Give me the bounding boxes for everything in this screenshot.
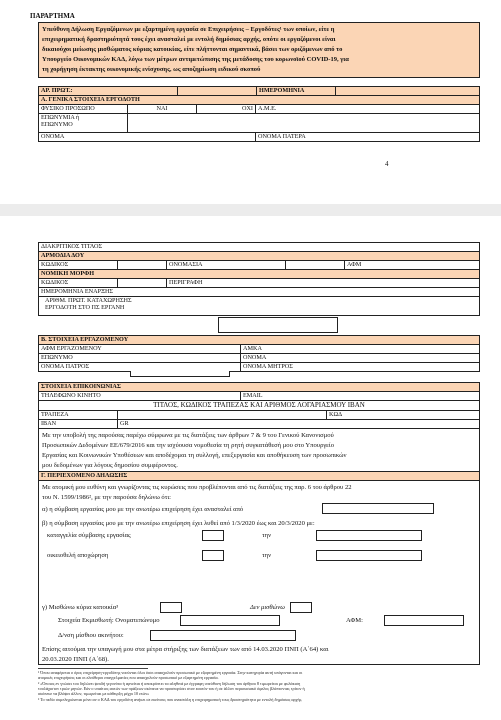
footnote: ² «Όποιος εν γνώσει του δηλώνει ψευδή γεγονότα ή αρνείται ή αποκρύπτει τα αληθινά με έγγραφη υπεύθυνη δήλωση του άρθρου 8 τιμωρείται με φυλάκιση (38, 681, 301, 686)
section-c-header: Γ. ΠΕΡΙΕΧΟΜΕΝΟ ΔΗΛΩΣΗΣ (38, 471, 480, 481)
date-label: ΗΜΕΡΟΜΗΝΙΑ (256, 86, 336, 96)
ar-prot-label: ΑΡ. ΠΡΩΤ.: (38, 86, 178, 96)
consent-line: Με την υποβολή της παρούσας παρέχω σύμφωνα με τις διατάξεις των άρθρων 7 & 9 του Γενικού Κανονισμού (42, 432, 334, 439)
registration-field[interactable] (218, 317, 338, 333)
lessor-afm-label: ΑΦΜ: (346, 617, 364, 624)
item-a-text: α) η σύμβαση εργασίας μου με την ανωτέρω επιχείρηση έχει ανασταλεί από (42, 506, 244, 513)
intro-line: τη χορήγηση έκτακτης οικονομικής ενίσχυσης, ως αποζημίωση ειδικού σκοπού (42, 66, 261, 73)
doy-code-label: ΚΩΔΙΚΟΣ (38, 260, 118, 270)
footnote: ¹ Όπου αναφέρεται ο όρος επιχείρηση-εργοδότης νοούνται όλοι όσοι απασχολούν προσωπικό με εξαρτημένη εργασία. Στην κατηγορία αυτή υπάγονται και οι (38, 670, 303, 675)
lessor-label: Στοιχεία Εκμισθωτή: Ονοματεπώνυμο (58, 617, 160, 624)
not-renting-label: Δεν μισθώνω (250, 604, 285, 611)
doy-afm-label: ΑΦΜ (344, 260, 480, 270)
company-name-line: ΕΠΩΝΥΜΟ (41, 120, 73, 128)
footnote: σκόπευε να βλάψει άλλον, τιμωρείται με κάθειρξη μέχρι 10 ετών» (38, 691, 150, 696)
lessor-afm-field[interactable] (384, 615, 464, 626)
trade-title-label: ΔΙΑΚΡΙΤΙΚΟΣ ΤΙΤΛΟΣ (38, 242, 480, 252)
bank-label: ΤΡΑΠΕΖΑ (38, 410, 118, 420)
consent-line: Εργασίας και Κοινωνικών Υποθέσεων και αποδέχομαι τη συλλογή, επεξεργασία και αποθήκευση των προσωπικών (42, 452, 347, 459)
company-name-line: ΕΠΩΝΥΜΙΑ ή (41, 114, 80, 121)
footnote: ³ Το πεδίο συμπληρώνεται μόνο αν ο ΚΑΔ του εργοδότη ανήκει σε εκείνους που αναστάλη η επιχειρηματική τους δραστηριότητα με εντολή δημόσιας αρχής. (38, 697, 303, 702)
intro-line: Υπουργείο Οικονομικών ΚΑΔ, λόγω των μέτρων αντιμετώπισης της μετάδοσης του κορωνοϊού COVID-19, για (42, 56, 349, 63)
footnote: ατομικές επιχειρήσεις και οι ελεύθεροι επαγγελματίες που απασχολούν προσωπικό με εξαρτημένη εργασία. (38, 675, 219, 680)
father-name-label: ΟΝΟΜΑ ΠΑΤΕΡΑ (255, 132, 480, 142)
item-b-text: β) η σύμβαση εργασίας μου με την ανωτέρω επιχείρηση έχει λυθεί από 1/3/2020 έως και 20/3/2020 με: (42, 520, 315, 527)
employee-input[interactable] (130, 371, 230, 377)
iban-field[interactable]: GR (117, 419, 480, 429)
section-a-header: Α. ΓΕΝΙΚΑ ΣΤΟΙΧΕΙΑ ΕΡΓΟΔΟΤΗ (38, 95, 480, 105)
footnote-rule (38, 668, 148, 669)
employee-afm-label: ΑΦΜ ΕΡΓΑΖΟΜΕΝΟΥ (38, 344, 241, 354)
termination-date-label: την (262, 532, 272, 539)
intro-box (38, 22, 480, 78)
consent-line: Προσωπικών Δεδομένων ΕΕ/679/2016 και την ισχύουσα νομοθεσία τη ρητή συγκατάθεσή μου στο Υπουργείο (42, 442, 335, 449)
address-label: Δ/νση μίσθιου ακινήτου: (58, 632, 124, 639)
resignation-date-label: την (262, 552, 272, 559)
registration-label (38, 296, 480, 316)
declaration-line: Με ατομική μου ευθύνη και γνωρίζοντας τις κυρώσεις που προβλέπονται από τις διατάξεις της παρ. 6 του άρθρου 22 (42, 484, 352, 491)
name-label: ΟΝΟΜΑ (38, 132, 256, 142)
page-upper (0, 0, 501, 200)
lessor-name-field[interactable] (180, 615, 280, 626)
email-label: EMAIL (240, 391, 480, 401)
address-field[interactable] (150, 630, 296, 641)
page-divider (0, 204, 501, 216)
resignation-label: οικειοθελή αποχώρηση (47, 552, 109, 559)
doy-name-label: ΟΝΟΜΑΣΙΑ (166, 260, 286, 270)
resignation-date-field[interactable] (316, 550, 422, 561)
iban-label: IBAN (38, 419, 118, 429)
mobile-label: ΤΗΛΕΦΩΝΟ ΚΙΝΗΤΟ (38, 391, 241, 401)
termination-date-field[interactable] (316, 530, 422, 541)
natural-person-label: ΦΥΣΙΚΟ ΠΡΟΣΩΠΟ (38, 104, 128, 114)
company-name-label (38, 113, 128, 133)
company-name-field[interactable] (127, 113, 480, 133)
legal-description-label: ΠΕΡΙΓΡΑΦΗ (166, 278, 480, 288)
mother-name-label: ΟΝΟΜΑ ΜΗΤΡΟΣ (240, 362, 480, 372)
intro-line: δικαιούχοι μείωσης μισθώματος κύριας κατοικίας, είτε πλήττονται σημαντικά, βάσει των οριζόμενων από το (42, 46, 343, 53)
contact-header: ΣΤΟΙΧΕΙΑ ΕΠΙΚΟΙΝΩΝΙΑΣ (38, 382, 480, 392)
father-name-label: ΟΝΟΜΑ ΠΑΤΡΟΣ (38, 362, 241, 372)
renting-checkbox[interactable] (160, 602, 182, 613)
natural-person-no[interactable]: ΟΧΙ (196, 104, 256, 114)
final-line: 20.03.2020 ΠΝΠ (Α΄68). (42, 656, 109, 663)
registration-line: ΕΡΓΟΔΟΤΗ ΣΤΟ ΠΣ ΕΡΓΑΝΗ (45, 303, 125, 311)
page-lower (0, 216, 501, 720)
bank-title-label: ΤΙΤΛΟΣ, ΚΩΔΙΚΟΣ ΤΡΑΠΕΖΑΣ ΚΑΙ ΑΡΙΘΜΟΣ ΛΟΓΑΡΙΑΣΜΟΥ IBAN (38, 400, 480, 411)
termination-label: καταγγελία σύμβασης εργασίας (47, 532, 131, 539)
legal-code-label: ΚΩΔΙΚΟΣ (38, 278, 118, 288)
footnote: τουλάχιστον τριών μηνών. Εάν ο υπαίτιος αυτών των πράξεων σκόπευε να προσπορίσει στον εαυτόν του ή σε άλλον περιουσιακό όφελος βλάπτοντας τρίτον ή (38, 686, 305, 691)
section-b-header: Β. ΣΤΟΙΧΕΙΑ ΕΡΓΑΖΟΜΕΝΟΥ (38, 335, 480, 345)
start-date-label: ΗΜΕΡΟΜΗΝΙΑ ΕΝΑΡΞΗΣ (38, 287, 480, 297)
annex-heading: ΠΑΡΑΡΤΗΜΑ (30, 12, 75, 20)
intro-line: Υπεύθυνη Δήλωση Εργαζόμενων με εξαρτημένη εργασία σε Επιχειρήσεις – Εργοδότες¹ των οποίων, είτε η (42, 26, 335, 33)
resignation-checkbox[interactable] (202, 550, 224, 561)
item-c-text: γ) Μισθώνω κύρια κατοικία³ (42, 604, 119, 611)
termination-checkbox[interactable] (202, 530, 224, 541)
consent-line: μου δεδομένων για λόγους δημοσίου συμφέροντος. (42, 462, 178, 469)
intro-line: επιχειρηματική δραστηριότητά τους έχει ανασταλεί με εντολή δημόσιας αρχής, οπότε οι εργαζόμενοι είναι (42, 36, 336, 43)
doy-header: ΑΡΜΟΔΙΑ ΔΟΥ (38, 251, 480, 261)
page-number: 4 (385, 160, 389, 168)
declaration-line: του Ν. 1599/1986², με την παρούσα δηλώνω ότι: (42, 494, 171, 501)
registration-line: ΑΡΙΘΜ. ΠΡΩΤ. ΚΑΤΑΧΩΡΗΣΗΣ (45, 297, 132, 304)
amka-label: ΑΜΚΑ (240, 344, 480, 354)
ame-label: Α.Μ.Ε. (255, 104, 480, 114)
item-a-date-field[interactable] (322, 503, 434, 514)
first-name-label: ΟΝΟΜΑ (240, 353, 480, 363)
not-renting-checkbox[interactable] (290, 602, 312, 613)
final-line: Επίσης αιτούμαι την υπαγωγή μου στα μέτρα στήριξης των διατάξεων των από 14.03.2020 ΠΝΠ (Α΄64) και (42, 646, 329, 653)
bank-code-label: ΚΩΔ (326, 410, 480, 420)
natural-person-yes[interactable]: ΝΑΙ (127, 104, 197, 114)
consent-box (38, 428, 480, 472)
legal-form-header: ΝΟΜΙΚΗ ΜΟΡΦΗ (38, 269, 480, 279)
surname-label: ΕΠΩΝΥΜΟ (38, 353, 241, 363)
